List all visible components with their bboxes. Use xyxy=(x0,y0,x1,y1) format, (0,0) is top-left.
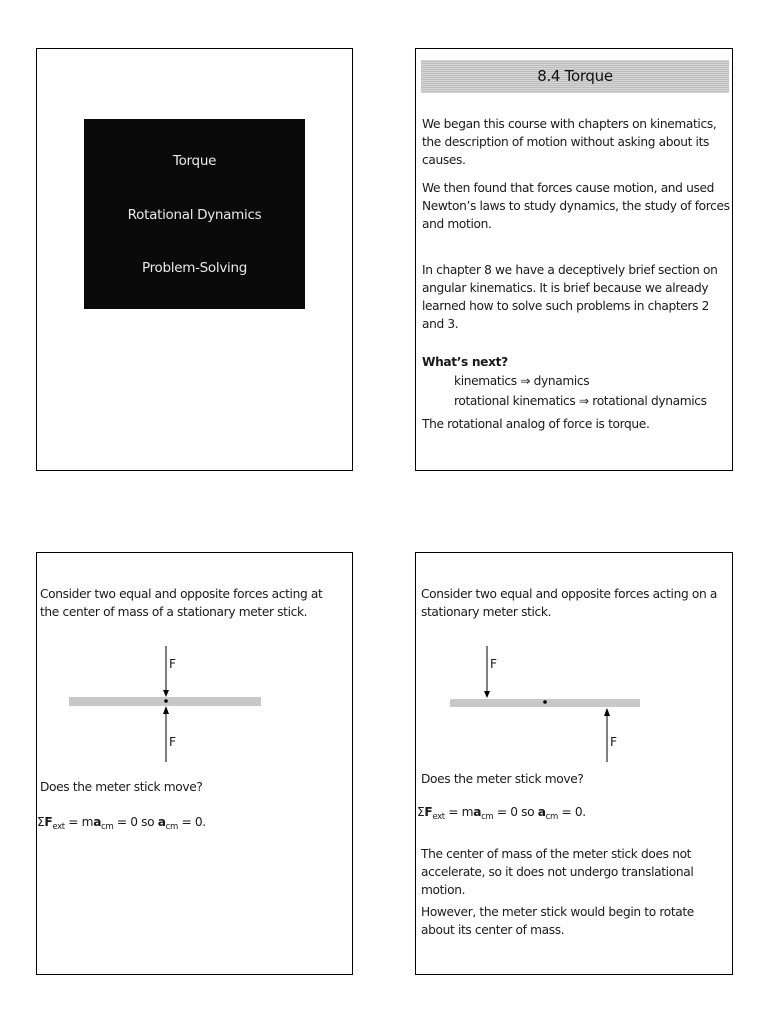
paragraph-chapter-8: In chapter 8 we have a deceptively brief section on angular kinematics. It is brief because we already learned how to solve such problems in chapters 2 and 3. xyxy=(422,263,718,331)
closing-line: The rotational analog of force is torque. xyxy=(422,417,650,431)
title-box xyxy=(84,119,305,309)
whats-next-heading: What’s next? xyxy=(422,355,508,369)
meter-stick-diagram-offset xyxy=(416,638,733,768)
slide-forces-at-center xyxy=(36,552,353,975)
slide-torque-intro xyxy=(415,48,733,471)
force-label-top: F xyxy=(169,657,176,671)
slide-heading-bar xyxy=(421,60,729,93)
force-arrowhead-down xyxy=(163,690,169,697)
title-line-problem-solving: Problem-Solving xyxy=(141,260,247,276)
slide3-equation: $\Sigma F_{ext} = ma_{cm} = 0$ so $a_{cm} = 0$. xyxy=(37,815,206,832)
force-label-left: F xyxy=(490,657,497,671)
force-label-right: F xyxy=(610,735,617,749)
force-label-bottom: F xyxy=(169,735,176,749)
slide4-intro: Consider two equal and opposite forces acting on a stationary meter stick. xyxy=(421,587,717,619)
paragraph-dynamics: We then found that forces cause motion, and used Newton’s laws to study dynamics, the study of forces and motion. xyxy=(422,181,730,231)
slide3-intro: Consider two equal and opposite forces acting at the center of mass of a stationary meter stick. xyxy=(40,587,323,619)
next-item-kinematics: kinematics ⇒ dynamics xyxy=(454,374,590,388)
center-of-mass-dot xyxy=(543,700,547,704)
paragraph-kinematics: We began this course with chapters on kinematics, the description of motion without asking about its causes. xyxy=(422,117,717,167)
slide4-equation: $\Sigma F_{ext} = ma_{cm} = 0$ so $a_{cm} = 0$. xyxy=(417,805,586,822)
slide-title xyxy=(36,48,353,471)
title-line-rotational-dynamics: Rotational Dynamics xyxy=(127,207,262,223)
slide4-question: Does the meter stick move? xyxy=(421,772,584,786)
force-arrowhead-up xyxy=(163,706,169,714)
slide4-rotation: However, the meter stick would begin to rotate about its center of mass. xyxy=(421,905,694,937)
slide-heading: 8.4 Torque xyxy=(537,67,613,85)
meter-stick-diagram-center xyxy=(37,638,353,768)
force-arrowhead-down-left xyxy=(484,691,490,698)
slide4-no-translation: The center of mass of the meter stick does not accelerate, so it does not undergo translational motion. xyxy=(421,847,694,897)
next-item-rotational: rotational kinematics ⇒ rotational dynamics xyxy=(454,394,707,408)
slide-forces-off-center xyxy=(415,552,733,975)
force-arrowhead-up-right xyxy=(604,708,610,716)
slide3-question: Does the meter stick move? xyxy=(40,780,203,794)
center-of-mass-dot xyxy=(164,699,168,703)
title-line-torque: Torque xyxy=(172,153,217,169)
